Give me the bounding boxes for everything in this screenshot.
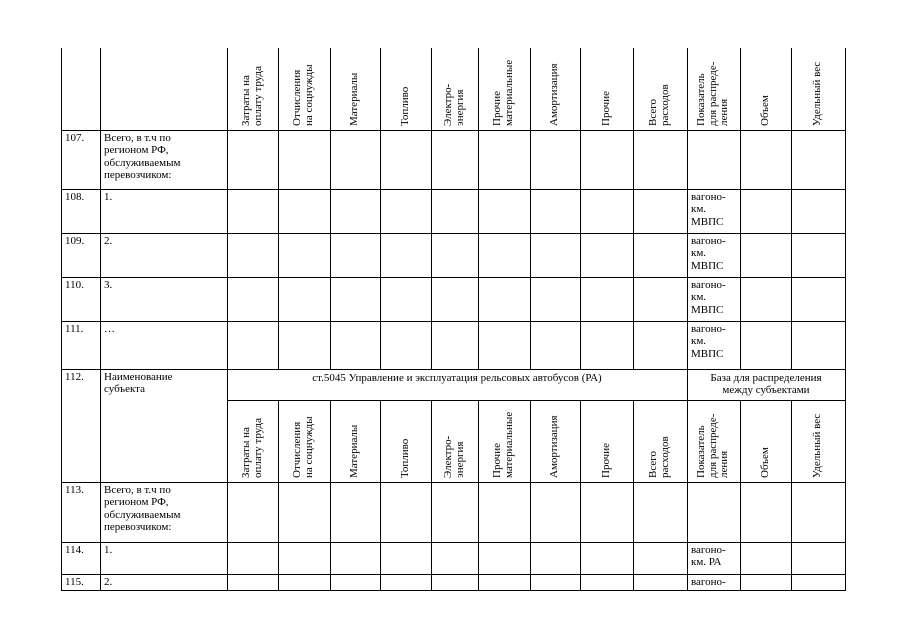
section-112-header-2: Материалы — [348, 424, 360, 478]
row-number: 115. — [65, 576, 84, 588]
column-line — [330, 48, 331, 370]
column-line — [227, 48, 228, 591]
column-line — [687, 48, 688, 370]
top-header-3: Топливо — [399, 86, 411, 126]
row-name: 3. — [104, 279, 113, 291]
section-112-header-3: Топливо — [399, 438, 411, 478]
top-header-1: Отчисления на соцнужды — [291, 64, 315, 126]
column-line — [380, 48, 381, 370]
header-bottom-line — [61, 130, 846, 131]
top-header-5: Прочие материальные — [491, 59, 515, 126]
column-line — [431, 400, 432, 591]
row-name: 2. — [104, 576, 113, 588]
row-name: Наименование субъекта — [104, 371, 173, 396]
row-indicator: вагоно- км. МВПС — [691, 279, 726, 316]
column-line — [580, 48, 581, 370]
row-name: 1. — [104, 544, 113, 556]
column-line — [478, 48, 479, 370]
section-112-header-5: Прочие материальные — [491, 411, 515, 478]
column-line — [791, 400, 792, 591]
section-112-header-4: Электро- энергия — [442, 435, 466, 478]
column-line — [330, 400, 331, 591]
row-indicator: вагоно- км. МВПС — [691, 191, 726, 228]
row-line — [61, 590, 846, 591]
row-number: 109. — [65, 235, 85, 247]
distribution-base: База для распределения между субъектами — [710, 372, 822, 397]
top-header-11: Удельный вес — [811, 61, 823, 126]
section-112-header-7: Прочие — [600, 443, 612, 478]
column-line — [431, 48, 432, 370]
column-line — [633, 400, 634, 591]
row-number: 114. — [65, 544, 84, 556]
column-line — [791, 48, 792, 370]
row-line — [61, 189, 846, 190]
column-line — [100, 48, 101, 591]
section-112-mid-line — [227, 400, 846, 401]
top-header-7: Прочие — [600, 91, 612, 126]
article-title: ст.5045 Управление и эксплуатация рельсовых автобусов (РА) — [312, 372, 602, 384]
row-line — [61, 542, 846, 543]
top-header-4: Электро- энергия — [442, 83, 466, 126]
section-112-header-0: Затраты на оплату труда — [240, 418, 264, 478]
row-number: 110. — [65, 279, 84, 291]
top-header-2: Материалы — [348, 72, 360, 126]
column-line — [380, 400, 381, 591]
top-header-10: Объем — [759, 95, 771, 126]
row-indicator: вагоно- км. РА — [691, 544, 726, 569]
row-indicator: вагоно- км. МВПС — [691, 235, 726, 272]
row-indicator: вагоно- — [691, 576, 726, 588]
section-112-divider — [687, 369, 688, 401]
section-112-header-1: Отчисления на соцнужды — [291, 416, 315, 478]
column-line — [278, 48, 279, 370]
row-line — [61, 482, 846, 483]
table-right-border — [845, 48, 846, 591]
top-header-0: Затраты на оплату труда — [240, 66, 264, 126]
top-header-8: Всего расходов — [647, 84, 671, 126]
row-number: 108. — [65, 191, 85, 203]
row-indicator: вагоно- км. МВПС — [691, 323, 726, 360]
column-line — [278, 400, 279, 591]
row-line — [61, 277, 846, 278]
row-name: Всего, в т.ч по регионом РФ, обслуживаемым перевозчиком: — [104, 484, 181, 534]
row-name: … — [104, 323, 115, 335]
section-112-header-6: Амортизация — [548, 415, 560, 478]
row-line — [61, 233, 846, 234]
section-112-header-9: Показатель для распреде- ления — [695, 413, 731, 478]
column-line — [61, 48, 62, 591]
section-112-header-11: Удельный вес — [811, 413, 823, 478]
row-number: 107. — [65, 132, 85, 144]
section-112-header-8: Всего расходов — [647, 436, 671, 478]
row-number: 111. — [65, 323, 84, 335]
column-line — [530, 48, 531, 370]
top-header-6: Амортизация — [548, 63, 560, 126]
row-number: 113. — [65, 484, 84, 496]
row-line — [61, 574, 846, 575]
column-line — [740, 48, 741, 370]
row-name: 2. — [104, 235, 113, 247]
column-line — [633, 48, 634, 370]
column-line — [687, 400, 688, 591]
row-name: 1. — [104, 191, 113, 203]
top-header-9: Показатель для распреде- ления — [695, 61, 731, 126]
column-line — [740, 400, 741, 591]
row-line — [61, 321, 846, 322]
row-number: 112. — [65, 371, 84, 383]
column-line — [580, 400, 581, 591]
column-line — [478, 400, 479, 591]
row-line — [61, 369, 846, 370]
column-line — [530, 400, 531, 591]
section-112-header-10: Объем — [759, 447, 771, 478]
row-name: Всего, в т.ч по регионом РФ, обслуживаемым перевозчиком: — [104, 132, 181, 182]
